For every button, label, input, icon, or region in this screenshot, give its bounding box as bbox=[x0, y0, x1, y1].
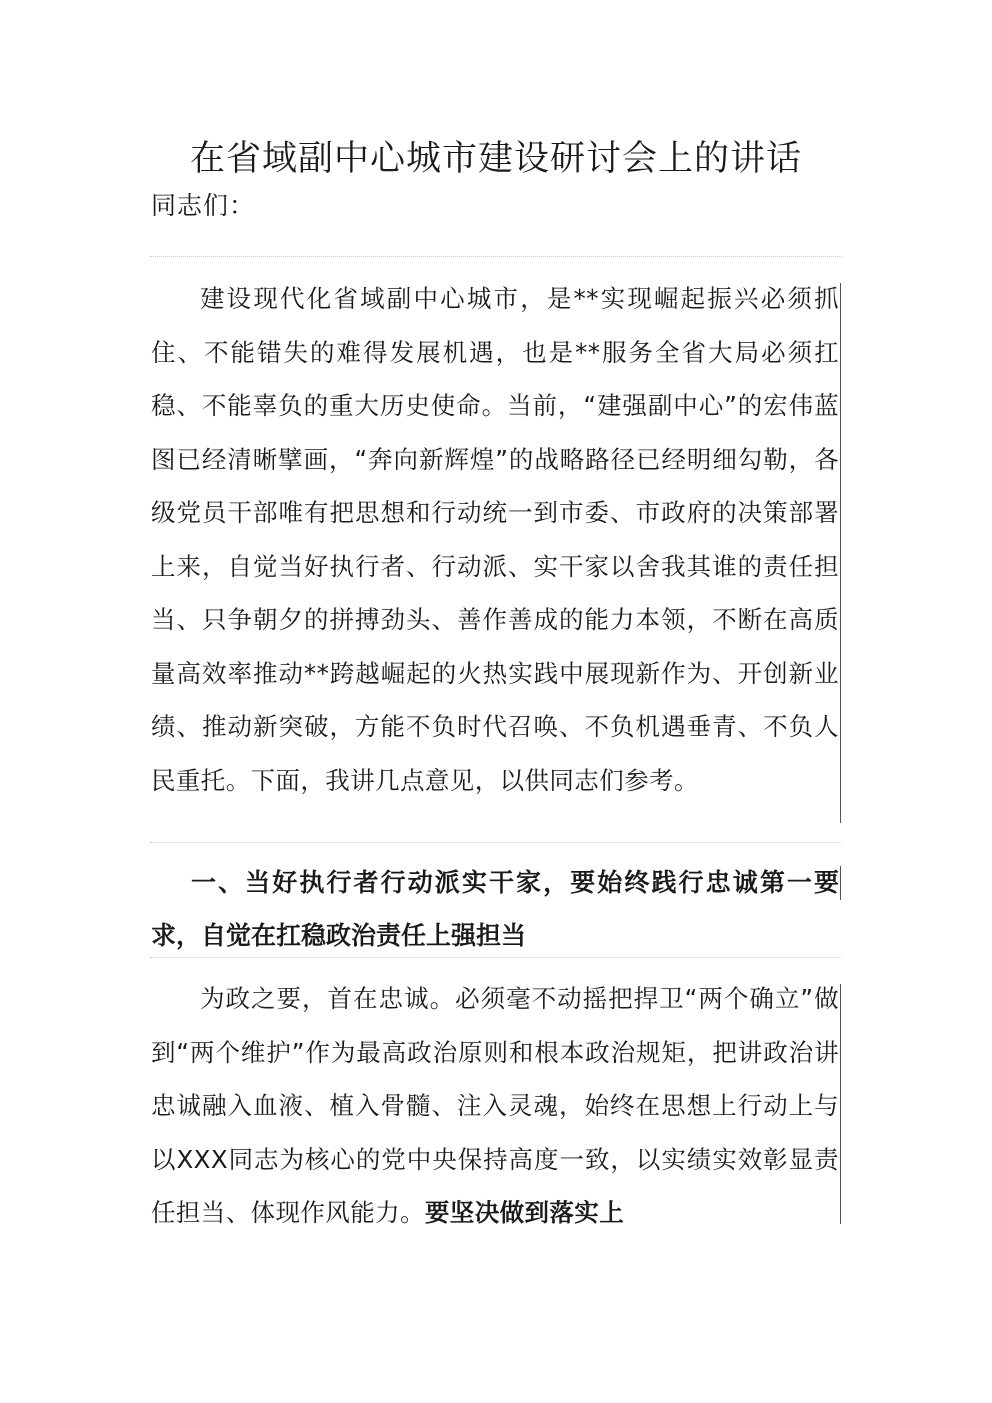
section-paragraph-text: 为政之要，首在忠诚。必须毫不动摇把捍卫“两个确立”做到“两个维护”作为最高政治原则和根本政治规矩，把讲政治讲忠诚融入血液、植入骨髓、注入灵魂，始终在思想上行动上与以XXX同志为核心的党中央保持高度一致，以实绩实效彰显责任担当、体现作风能力。 bbox=[151, 984, 839, 1227]
salutation: 同志们： bbox=[151, 191, 256, 220]
divider bbox=[150, 842, 842, 843]
section-paragraph bbox=[151, 972, 839, 1240]
intro-paragraph: 建设现代化省域副中心城市，是**实现崛起振兴必须抓住、不能错失的难得发展机遇，也是**服务全省大局必须扛稳、不能辜负的重大历史使命。当前，“建强副中心”的宏伟蓝图已经清晰擘画，“奔向新辉煌”的战略路径已经明细勾勒，各级党员干部唯有把思想和行动统一到市委、市政府的决策部署上来，自觉当好执行者、行动派、实干家以舍我其谁的责任担当、只争朝夕的拼搏劲头、善作善成的能力本领，不断在高质量高效率推动**跨越崛起的火热实践中展现新作为、开创新业绩、推动新突破，方能不负时代召唤、不负机遇垂青、不负人民重托。下面，我讲几点意见，以供同志们参考。 bbox=[151, 284, 839, 795]
right-margin-bar bbox=[840, 866, 841, 900]
divider bbox=[150, 957, 842, 958]
divider bbox=[150, 256, 842, 257]
section-emphasis: 要坚决做到落实上 bbox=[424, 1198, 625, 1227]
right-margin-bar bbox=[840, 984, 841, 1224]
right-margin-bar bbox=[840, 283, 841, 823]
document-title: 在省域副中心城市建设研讨会上的讲话 bbox=[189, 139, 802, 179]
section-heading: 一、当好执行者行动派实干家，要始终践行忠诚第一要求，自觉在扛稳政治责任上强担当 bbox=[151, 868, 839, 950]
